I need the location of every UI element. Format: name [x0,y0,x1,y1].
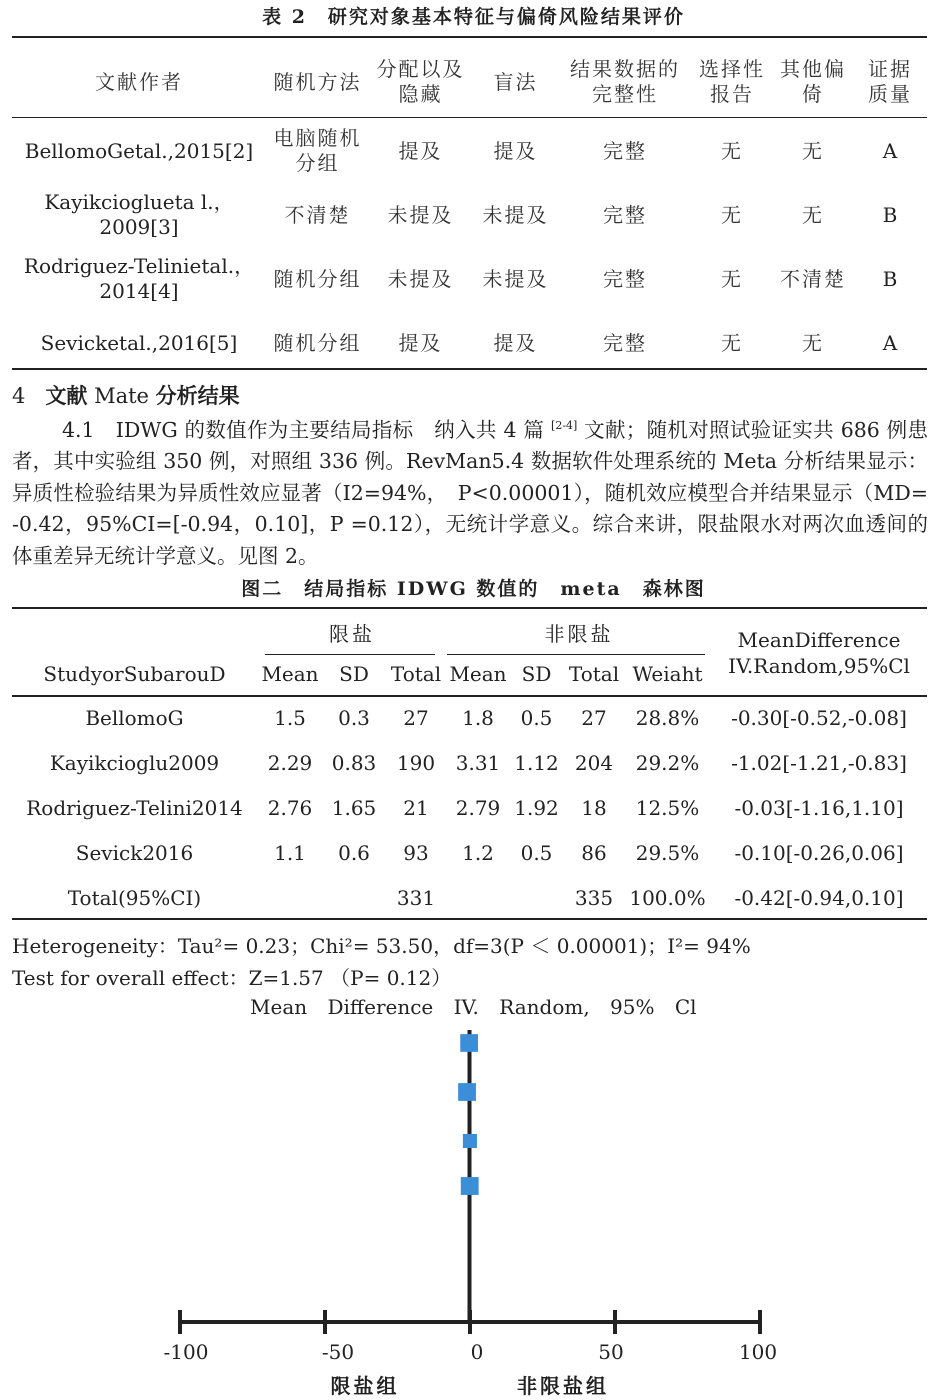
study-name: BellomoG [85,705,184,730]
sd-exp: 1.65 [331,795,377,820]
citation-superscript: [2-4] [551,419,578,432]
cell-completeness: 完整 [603,266,647,291]
tick-label: 0 [470,1340,484,1364]
header-other-bias: 其他偏 倚 [780,57,846,106]
col-mean-ctl: Mean [449,662,507,686]
section-number: 4 [12,384,26,408]
table-row [12,247,927,311]
study-name: Rodriguez-Telini2014 [26,795,243,820]
cell-author: Rodriguez-Telinietal.， 2014[4] [23,254,255,303]
mean-ctl: 1.2 [462,840,494,865]
study-marker [463,1134,477,1148]
group-non-restricted: 非限盐 [544,621,614,646]
cell-completeness: 完整 [603,138,647,163]
cell-allocation: 未提及 [387,202,454,227]
figure-caption: 图二 结局指标 IDWG 数值的 meta 森林图 [241,578,706,600]
mean-difference: -0.30[-0.52,-0.08] [731,705,907,730]
study-marker [460,1034,478,1052]
sd-exp: 0.6 [338,840,370,865]
total-ctl: 204 [574,750,614,775]
cell-selective: 无 [721,266,743,291]
mean-exp: 2.76 [267,795,313,820]
col-weight: Weiaht [632,662,703,686]
forest-top-rule [12,607,927,609]
total-exp: 27 [403,705,429,730]
md-header: MeanDifference IV.Random,95%Cl [728,628,910,678]
weight: 29.2% [635,750,700,775]
cell-blinding: 提及 [493,330,538,355]
header-selective-report: 选择性 报告 [699,57,765,106]
tick-label: -50 [321,1340,355,1364]
weight: 28.8% [635,705,700,730]
cell-blinding: 未提及 [482,202,549,227]
mean-ctl: 2.79 [455,795,501,820]
sd-ctl: 1.12 [514,750,559,775]
section-title-post: 分析结果 [155,383,240,408]
forest-table [12,611,927,920]
col-study: StudyorSubarouD [43,662,226,686]
study-row [12,740,927,785]
sd-exp: 0.83 [331,750,377,775]
total-mean-difference: -0.42[-0.94,0.10] [734,885,904,910]
total-sd-ctl [509,875,564,920]
total-exp: 331 [396,885,436,910]
cell-blinding: 提及 [493,138,538,163]
col-total-exp: Total [390,662,442,686]
mean-exp: 1.1 [274,840,306,865]
mean-ctl: 3.31 [455,750,501,775]
favours-right-label: 非限盐组 [517,1374,609,1398]
section-heading [12,380,240,410]
mean-exp: 1.5 [274,705,306,730]
header-data-completeness: 结果数据的 完整性 [570,57,680,106]
cell-selective: 无 [721,330,743,355]
cell-other-bias: 无 [802,202,824,227]
cell-random-method: 电脑随机 分组 [273,126,362,175]
bias-risk-table [12,45,927,375]
tick-label: 50 [598,1340,624,1364]
para-text-b: 文献；随机对照试验证实共 686 例患者，其中实验组 350 例，对照组 336 例。RevMan5.4 数据软件处理系统的 Meta 分析结果显示：异质性检验结果为异质性效应显著（I2=94%， P<0.00001），随机效应模型合并结果显示（MD= -0.42，95%CI=[-0.94，0.10]，P =0.12），无统计学意义。综合来讲，限盐限水对两次血透间的体重差异无统计学意义。见图 2。 [12,417,928,568]
cell-author: BellomoGetal.,2015[2] [24,138,254,163]
cell-allocation: 未提及 [387,266,454,291]
header-blinding: 盲法 [493,69,538,94]
table-row [12,119,927,183]
sd-ctl: 0.5 [520,705,553,730]
mean-difference: -0.03[-1.16,1.10] [734,795,904,820]
mean-exp: 2.29 [267,750,313,775]
total-weight: 100.0% [629,885,706,910]
study-row [12,830,927,875]
section-title-pre: 文献 [45,383,88,408]
total-exp: 190 [396,750,436,775]
mean-ctl: 1.8 [462,705,494,730]
tick-label: -100 [163,1340,209,1364]
col-sd-exp: SD [339,662,369,686]
weight: 29.5% [635,840,700,865]
cell-other-bias: 无 [802,330,824,355]
cell-random-method: 不清楚 [284,202,351,227]
forest-plot [0,1020,947,1340]
col-mean-exp: Mean [261,662,319,686]
cell-allocation: 提及 [398,330,443,355]
cell-selective: 无 [721,202,743,227]
table-top-rule [12,36,927,38]
forest-group-row [12,611,927,653]
total-ctl: 27 [581,705,607,730]
cell-author: Sevicketal.,2016[5] [40,330,238,355]
study-name: Kayikcioglu2009 [49,750,220,775]
tick-label: 100 [738,1340,778,1364]
group-salt-restricted: 限盐 [329,621,375,646]
cell-blinding: 未提及 [482,266,549,291]
cell-allocation: 提及 [398,138,443,163]
study-marker [458,1083,476,1101]
total-ctl: 86 [581,840,607,865]
total-mean-exp [257,875,323,920]
cell-quality: A [882,330,898,355]
cell-selective: 无 [721,138,743,163]
table-header-row [12,45,927,119]
total-label: Total(95%CI) [67,885,202,910]
sd-ctl: 1.92 [514,795,559,820]
header-random-method: 随机方法 [273,69,362,94]
header-allocation: 分配以及 隐藏 [376,57,465,106]
total-mean-ctl [447,875,509,920]
plot-title: Mean Difference IV. Random, 95% Cl [250,995,697,1019]
cell-author: Kayikcioglueta l.，2009[3] [44,190,234,239]
overall-effect-text: Test for overall effect：Z=1.57 （P= 0.12） [12,966,452,990]
cell-other-bias: 无 [802,138,824,163]
cell-quality: B [882,202,898,227]
weight: 12.5% [635,795,700,820]
study-marker [461,1177,479,1195]
results-paragraph [12,410,928,572]
sd-ctl: 0.5 [520,840,553,865]
total-exp: 21 [403,795,429,820]
header-evidence-quality: 证据 质量 [868,57,912,106]
col-sd-ctl: SD [521,662,552,686]
heterogeneity-text: Heterogeneity：Tau²= 0.23；Chi²= 53.50，df=3(P ＜ 0.00001)；I²= 94% [12,934,751,958]
table-row [12,311,927,375]
table-caption: 表 2 研究对象基本特征与偏倚风险结果评价 [262,6,685,28]
total-ctl: 18 [581,795,607,820]
para-text-a: 4.1 IDWG 的数值作为主要结局指标 纳入共 4 篇 [62,417,552,442]
cell-completeness: 完整 [603,202,647,227]
study-row [12,785,927,830]
study-name: Sevick2016 [75,840,194,865]
cell-quality: B [882,266,898,291]
cell-random-method: 随机分组 [273,330,362,355]
total-sd-exp [323,875,385,920]
study-row [12,695,927,740]
table-row [12,183,927,247]
cell-other-bias: 不清楚 [780,266,846,291]
total-row [12,875,927,920]
header-author: 文献作者 [95,69,183,94]
cell-random-method: 随机分组 [273,266,362,291]
total-exp: 93 [403,840,429,865]
favours-left-label: 限盐组 [330,1374,400,1398]
col-total-ctl: Total [568,662,620,686]
mean-difference: -0.10[-0.26,0.06] [734,840,904,865]
section-title-mid: Mate [87,384,156,408]
total-ctl: 335 [574,885,614,910]
cell-completeness: 完整 [603,330,647,355]
mean-difference: -1.02[-1.21,-0.83] [731,750,907,775]
sd-exp: 0.3 [338,705,370,730]
cell-quality: A [882,138,898,163]
